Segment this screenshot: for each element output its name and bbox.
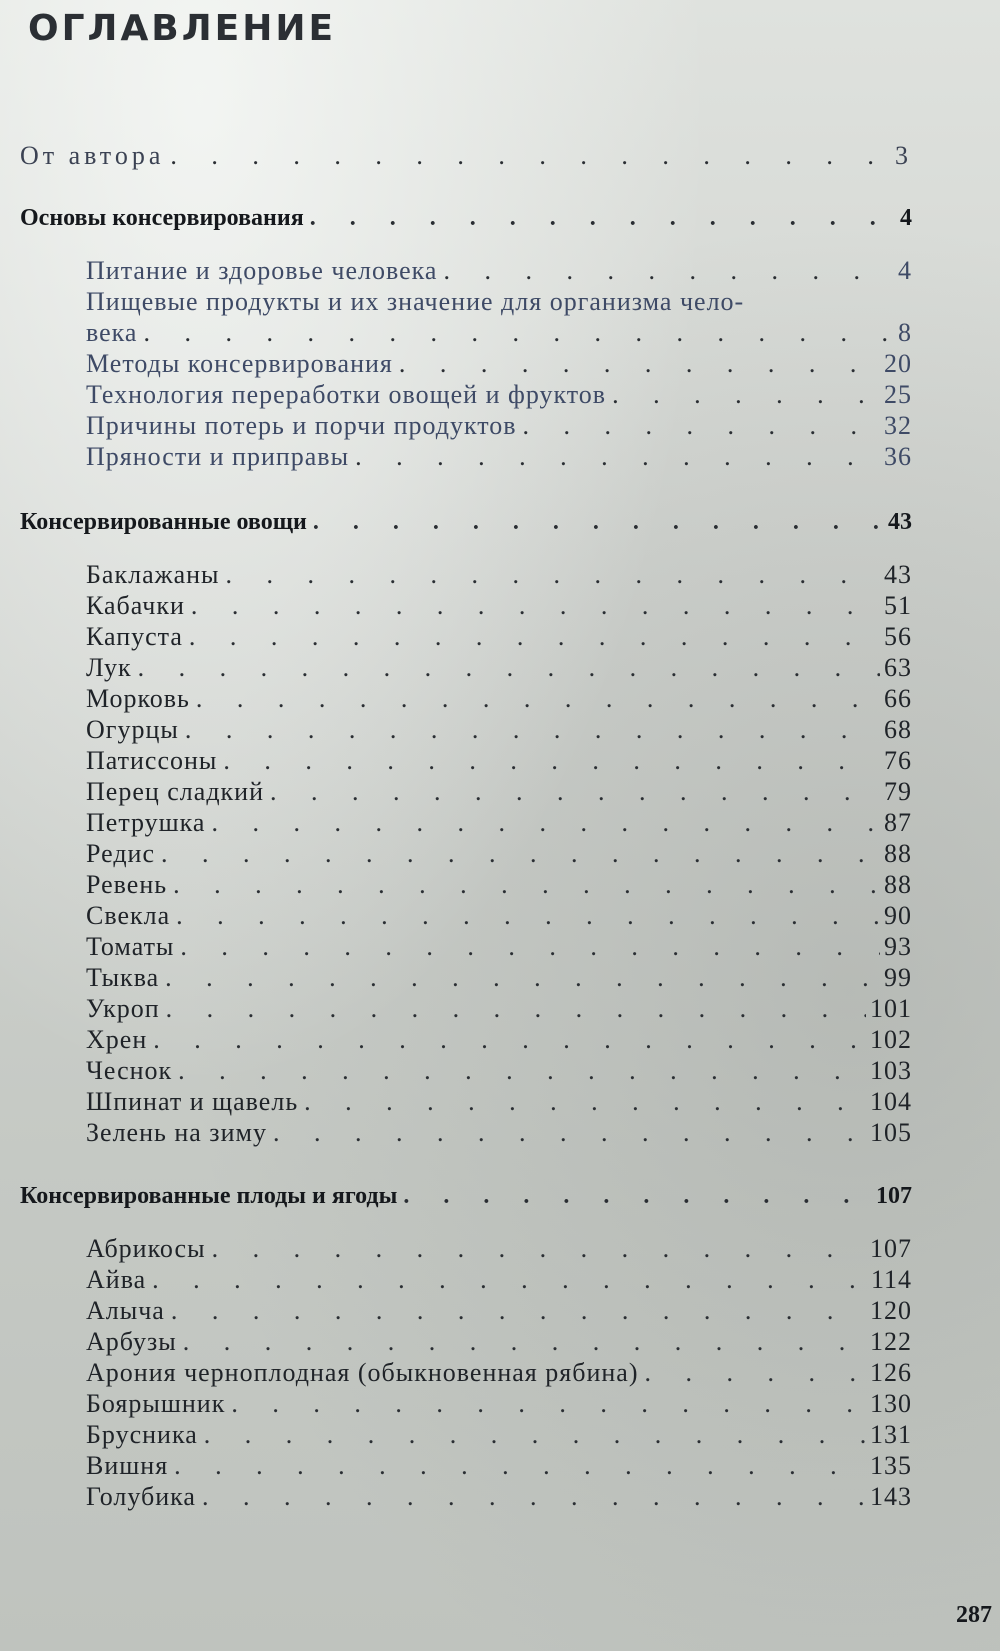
- toc-entry-title: Огурцы: [86, 715, 179, 744]
- toc-entry[interactable]: [86, 1236, 912, 1262]
- toc-entry-title: Алыча: [86, 1296, 165, 1325]
- dot-leader: [143, 320, 894, 346]
- dot-leader: [523, 413, 880, 439]
- section-page: 107: [876, 1183, 912, 1209]
- toc-entry-title: Редис: [86, 839, 155, 868]
- toc-entry-page: 101: [870, 994, 912, 1023]
- dot-leader: [171, 1298, 866, 1324]
- toc-entry[interactable]: [86, 1089, 912, 1115]
- toc-entry-title: века: [86, 318, 138, 347]
- toc-entry[interactable]: [86, 748, 912, 774]
- section-page: 43: [888, 509, 912, 535]
- toc-entry-title: Баклажаны: [86, 560, 220, 589]
- toc-entry-page: 32: [884, 411, 912, 440]
- toc-entry-title: От автора: [20, 141, 165, 170]
- dot-leader: [176, 903, 880, 929]
- toc-entry[interactable]: [86, 1027, 912, 1053]
- toc-entry[interactable]: [86, 1267, 912, 1293]
- toc-entry-page: 104: [870, 1087, 912, 1116]
- toc-entry[interactable]: [86, 1360, 912, 1386]
- toc-entry[interactable]: [86, 351, 912, 377]
- toc-entry-title: Боярышник: [86, 1389, 226, 1418]
- toc-entry-page: 130: [870, 1389, 912, 1418]
- toc-entry-title: Морковь: [86, 684, 190, 713]
- dot-leader: [170, 143, 891, 169]
- toc-entry-title: Хрен: [86, 1025, 148, 1054]
- toc-entry-title: Абрикосы: [86, 1234, 206, 1263]
- toc-entry-page: 68: [884, 715, 912, 744]
- toc-entry-page: 88: [884, 839, 912, 868]
- toc-entry-page: 76: [884, 746, 912, 775]
- toc-entry-page: 102: [870, 1025, 912, 1054]
- toc-entry-page: 107: [870, 1234, 912, 1263]
- toc-entry-page: 66: [884, 684, 912, 713]
- toc-entry-page: 105: [870, 1118, 912, 1147]
- toc-entry-title: Причины потерь и порчи продуктов: [86, 411, 517, 440]
- toc-entry[interactable]: [86, 1391, 912, 1417]
- toc-entry-title: Зелень на зиму: [86, 1118, 267, 1147]
- toc-entry-title: Чеснок: [86, 1056, 173, 1085]
- toc-entry-title: Укроп: [86, 994, 160, 1023]
- toc-entry-page: 51: [884, 591, 912, 620]
- section-title: Консервированные плоды и ягоды: [20, 1183, 398, 1209]
- toc-entry[interactable]: [86, 655, 912, 681]
- section-title: Основы консервирования: [20, 205, 304, 231]
- toc-entry[interactable]: [86, 413, 912, 439]
- toc-entry-page: 99: [884, 963, 912, 992]
- toc-entry-title: Брусника: [86, 1420, 198, 1449]
- toc-entry-title: Голубика: [86, 1482, 196, 1511]
- dot-leader: [152, 1267, 867, 1293]
- toc-entry-page: 120: [870, 1296, 912, 1325]
- dot-leader: [355, 444, 880, 470]
- toc-entry-title: Ревень: [86, 870, 168, 899]
- toc-entry-title: Арбузы: [86, 1327, 177, 1356]
- dot-leader: [165, 965, 880, 991]
- toc-entry-page: 4: [898, 256, 912, 285]
- toc-entry-page: 36: [884, 442, 912, 471]
- page-title: ОГЛАВЛЕНИЕ: [28, 8, 337, 49]
- toc-entry-title: Айва: [86, 1265, 147, 1294]
- toc-entry-title: Кабачки: [86, 591, 185, 620]
- dot-leader: [191, 593, 880, 619]
- dot-leader: [443, 258, 894, 284]
- toc-entry[interactable]: [86, 965, 912, 991]
- toc-entry-page: 20: [884, 349, 912, 378]
- dot-leader: [189, 624, 880, 650]
- toc-entry-title: Шпинат и щавель: [86, 1087, 299, 1116]
- toc-entry-page: 79: [884, 777, 912, 806]
- toc-entry-title: Капуста: [86, 622, 183, 651]
- toc-entry-title: Питание и здоровье человека: [86, 256, 438, 285]
- toc-entry-wrapped-line[interactable]: Пищевые продукты и их значение для организма чело-: [86, 287, 745, 316]
- toc-entry[interactable]: [86, 1453, 912, 1479]
- dot-leader: [196, 686, 880, 712]
- dot-leader: [153, 1027, 866, 1053]
- toc-entry-title: Патиссоны: [86, 746, 218, 775]
- dot-leader: [212, 1236, 866, 1262]
- toc-entry[interactable]: [86, 996, 912, 1022]
- dot-leader: [399, 351, 880, 377]
- toc-entry[interactable]: [86, 810, 912, 836]
- dot-leader: [403, 1184, 872, 1208]
- toc-entry[interactable]: [86, 1484, 912, 1510]
- dot-leader: [161, 841, 880, 867]
- dot-leader: [183, 1329, 866, 1355]
- toc-entry-page: 103: [870, 1056, 912, 1085]
- dot-leader: [310, 206, 896, 230]
- dot-leader: [166, 996, 866, 1022]
- toc-entry[interactable]: [86, 934, 912, 960]
- toc-entry[interactable]: [86, 872, 912, 898]
- dot-leader: [223, 748, 880, 774]
- dot-leader: [313, 510, 884, 534]
- dot-leader: [273, 1120, 866, 1146]
- toc-entry[interactable]: [86, 1422, 912, 1448]
- toc-entry-page: 43: [884, 560, 912, 589]
- toc-entry[interactable]: [86, 1120, 912, 1146]
- dot-leader: [138, 655, 880, 681]
- toc-entry-title: Тыква: [86, 963, 160, 992]
- toc-entry[interactable]: [86, 903, 912, 929]
- toc-entry-author[interactable]: [20, 143, 912, 169]
- toc-entry-page: 114: [870, 1265, 912, 1294]
- toc-entry[interactable]: [86, 258, 912, 284]
- toc-entry-title: Лук: [86, 653, 132, 682]
- toc-entry[interactable]: [86, 320, 912, 346]
- toc-entry-page: 126: [870, 1358, 912, 1387]
- toc-entry-page: 143: [870, 1482, 912, 1511]
- toc-section-heading[interactable]: [20, 1184, 912, 1208]
- toc-entry[interactable]: [86, 779, 912, 805]
- section-title: Консервированные овощи: [20, 509, 307, 535]
- page-number: 287: [956, 1602, 992, 1628]
- dot-leader: [180, 934, 880, 960]
- section-page: 4: [900, 205, 912, 231]
- toc-section-heading[interactable]: [20, 510, 912, 534]
- toc-entry[interactable]: [86, 841, 912, 867]
- dot-leader: [270, 779, 880, 805]
- dot-leader: [178, 1058, 866, 1084]
- dot-leader: [226, 562, 880, 588]
- toc-entry[interactable]: [86, 593, 912, 619]
- toc-entry-page: 25: [884, 380, 912, 409]
- toc-entry[interactable]: [86, 624, 912, 650]
- toc-entry[interactable]: [86, 444, 912, 470]
- toc-entry-page: 90: [884, 901, 912, 930]
- toc-entry[interactable]: [86, 1058, 912, 1084]
- dot-leader: [644, 1360, 866, 1386]
- dot-leader: [204, 1422, 866, 1448]
- toc-entry-title: Технология переработки овощей и фруктов: [86, 380, 607, 409]
- dot-leader: [304, 1089, 866, 1115]
- toc-entry-title: Пряности и приправы: [86, 442, 350, 471]
- dot-leader: [231, 1391, 866, 1417]
- toc-entry-page: 87: [884, 808, 912, 837]
- toc-entry[interactable]: [86, 1329, 912, 1355]
- toc-entry-title: Перец сладкий: [86, 777, 265, 806]
- dot-leader: [185, 717, 880, 743]
- toc-entry-page: 135: [870, 1451, 912, 1480]
- toc-entry-title: Свекла: [86, 901, 171, 930]
- toc-entry[interactable]: [86, 686, 912, 712]
- dot-leader: [202, 1484, 866, 1510]
- dot-leader: [173, 872, 880, 898]
- toc-entry-page: 122: [870, 1327, 912, 1356]
- toc-entry-page: 8: [898, 318, 912, 347]
- toc-entry[interactable]: [86, 717, 912, 743]
- toc-entry[interactable]: [86, 1298, 912, 1324]
- dot-leader: [211, 810, 880, 836]
- toc-entry-page: 3: [895, 141, 912, 170]
- toc-entry-title: Петрушка: [86, 808, 206, 837]
- toc-entry[interactable]: [86, 382, 912, 408]
- toc-section-heading[interactable]: [20, 206, 912, 230]
- toc-entry-page: 93: [884, 932, 912, 961]
- toc-entry[interactable]: [86, 562, 912, 588]
- toc-entry-title: Арония черноплодная (обыкновенная рябина): [86, 1358, 639, 1387]
- toc-entry-title: Томаты: [86, 932, 175, 961]
- toc-entry-page: 131: [870, 1420, 912, 1449]
- toc-entry-title: Методы консервирования: [86, 349, 393, 378]
- dot-leader: [174, 1453, 866, 1479]
- toc-entry-page: 88: [884, 870, 912, 899]
- dot-leader: [612, 382, 880, 408]
- toc-entry-page: 63: [884, 653, 912, 682]
- toc-entry-title: Вишня: [86, 1451, 169, 1480]
- toc-entry-page: 56: [884, 622, 912, 651]
